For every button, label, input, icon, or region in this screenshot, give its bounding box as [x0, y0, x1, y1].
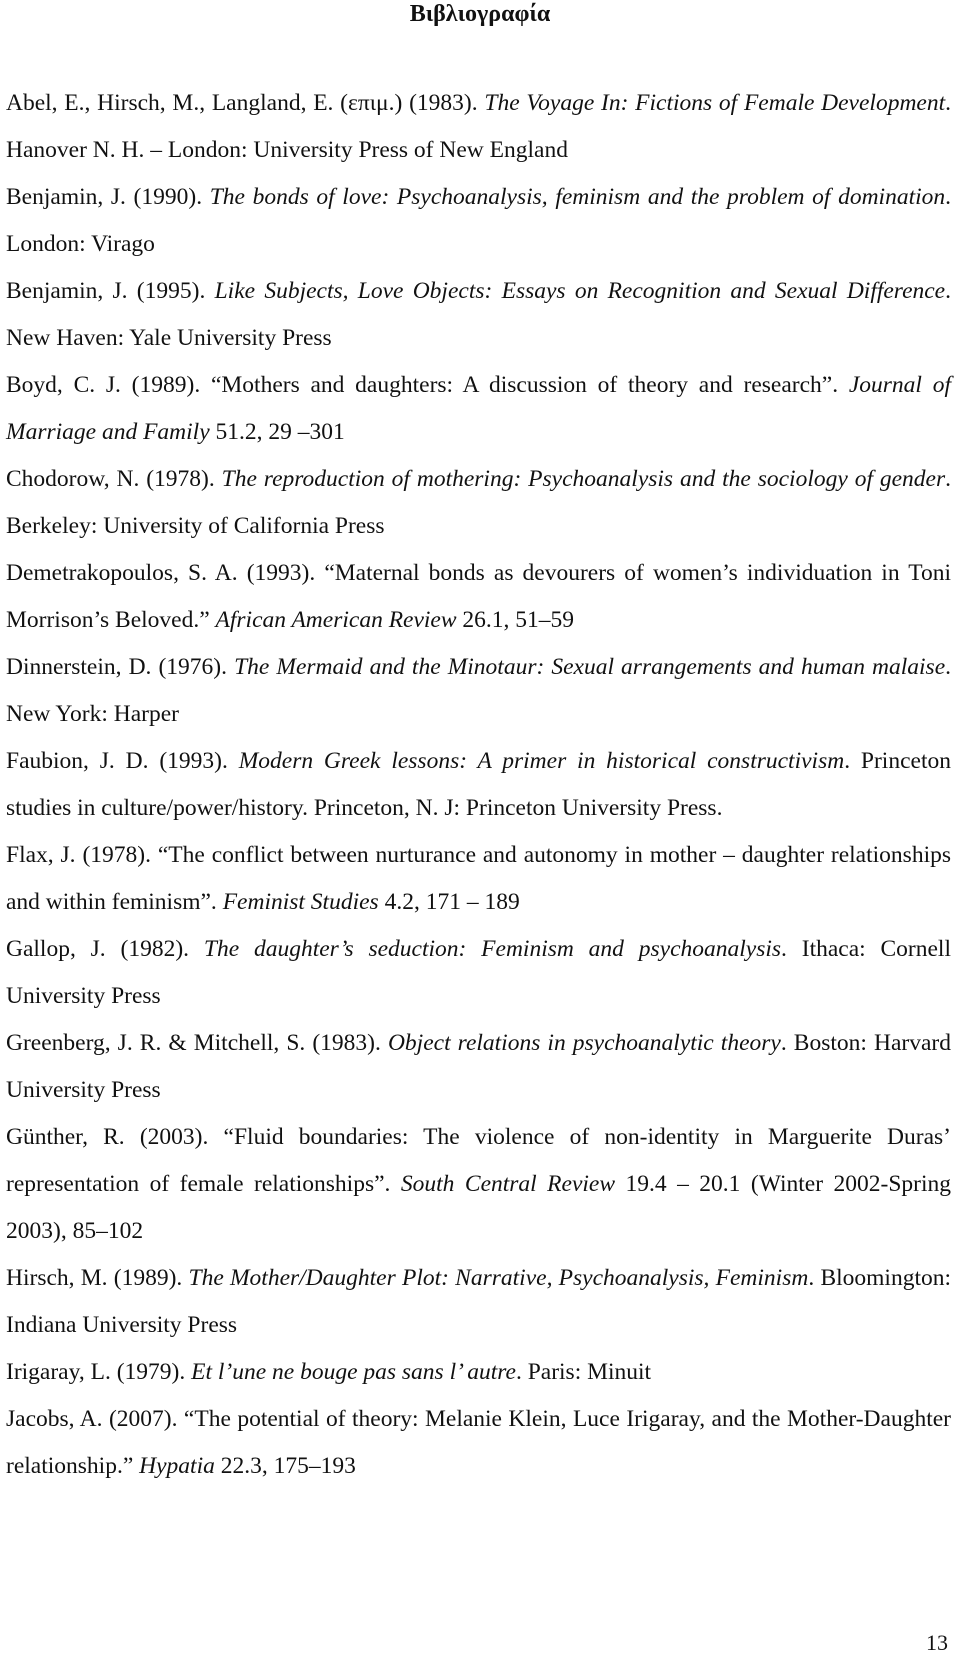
- reference-entry: [6, 644, 951, 738]
- page-number: 13: [926, 1630, 948, 1655]
- reference-text: Gallop, J. (1982).: [6, 936, 204, 962]
- reference-entry: [6, 832, 951, 926]
- reference-text: Benjamin, J. (1995).: [6, 278, 215, 304]
- reference-title: Modern Greek lessons: A primer in historical constructivism: [238, 748, 845, 774]
- page-title: Βιβλιογραφία: [409, 1, 551, 27]
- reference-text: Dinnerstein, D. (1976).: [6, 654, 235, 680]
- reference-entry: [6, 550, 951, 644]
- reference-text: Hirsch, M. (1989).: [6, 1265, 189, 1291]
- reference-entry: [6, 1349, 951, 1396]
- reference-text: 51.2, 29 –301: [209, 419, 345, 445]
- reference-text: . New Haven: Yale University Press: [6, 278, 951, 351]
- reference-text: Benjamin, J. (1990).: [6, 184, 210, 210]
- reference-entry: [6, 80, 951, 174]
- reference-text: Boyd, C. J. (1989). “Mothers and daughters: A discussion of theory and research”.: [6, 372, 849, 398]
- reference-title: The bonds of love: Psychoanalysis, feminism and the problem of domination: [209, 184, 946, 210]
- reference-text: 19.4 – 20.1 (Winter 2002-Spring 2003), 85–102: [6, 1171, 951, 1244]
- reference-text: 26.1, 51–59: [456, 607, 575, 633]
- reference-text: 4.2, 171 – 189: [378, 889, 520, 915]
- reference-entry: [6, 268, 951, 362]
- reference-title: South Central Review: [400, 1171, 616, 1197]
- reference-title: The daughter’s seduction: Feminism and psychoanalysis: [203, 936, 782, 962]
- reference-text: . Princeton studies in culture/power/history. Princeton, N. J: Princeton University Press.: [6, 748, 951, 821]
- reference-text: . Boston: Harvard University Press: [6, 1030, 951, 1103]
- reference-text: Günther, R. (2003). “Fluid boundaries: The violence of non-identity in Marguerite Duras’ representation of female relationships”.: [6, 1124, 951, 1197]
- bibliography-list: [6, 80, 951, 1490]
- reference-title: The Mermaid and the Minotaur: Sexual arrangements and human malaise: [234, 654, 946, 680]
- reference-entry: [6, 926, 951, 1020]
- reference-title: The Mother/Daughter Plot: Narrative, Psychoanalysis, Feminism: [188, 1265, 809, 1291]
- reference-text: Abel, E., Hirsch, M., Langland, E. (επιμ.) (1983).: [6, 90, 485, 116]
- reference-text: Jacobs, A. (2007). “The potential of theory: Melanie Klein, Luce Irigaray, and the Mother-Daughter relationship.”: [6, 1406, 951, 1479]
- reference-title: The Voyage In: Fictions of Female Development: [484, 90, 946, 116]
- reference-text: . Ithaca: Cornell University Press: [6, 936, 951, 1009]
- reference-text: Demetrakopoulos, S. A. (1993). “Maternal bonds as devourers of women’s individuation in Toni Morrison’s Beloved.”: [6, 560, 951, 633]
- reference-text: Greenberg, J. R. & Mitchell, S. (1983).: [6, 1030, 388, 1056]
- reference-text: . Paris: Minuit: [515, 1359, 652, 1385]
- reference-title: Feminist Studies: [222, 889, 379, 915]
- reference-entry: [6, 362, 951, 456]
- reference-text: . Bloomington: Indiana University Press: [6, 1265, 952, 1338]
- reference-entry: [6, 1020, 951, 1114]
- reference-entry: [6, 174, 951, 268]
- reference-title: Like Subjects, Love Objects: Essays on Recognition and Sexual Difference: [214, 278, 946, 304]
- reference-text: . New York: Harper: [6, 654, 951, 727]
- reference-title: Journal of Marriage and Family: [6, 372, 951, 445]
- reference-title: Object relations in psychoanalytic theory: [387, 1030, 781, 1056]
- reference-title: African American Review: [215, 607, 457, 633]
- reference-title: Et l’une ne bouge pas sans l’ autre: [191, 1359, 516, 1385]
- reference-text: Irigaray, L. (1979).: [6, 1359, 192, 1385]
- reference-entry: [6, 1396, 951, 1490]
- reference-entry: [6, 738, 951, 832]
- reference-text: Faubion, J. D. (1993).: [6, 748, 239, 774]
- reference-text: Flax, J. (1978). “The conflict between nurturance and autonomy in mother – daughter relationships and within feminism”.: [6, 842, 951, 915]
- reference-entry: [6, 456, 951, 550]
- reference-text: 22.3, 175–193: [214, 1453, 356, 1479]
- reference-title: Hypatia: [139, 1453, 215, 1479]
- reference-title: The reproduction of mothering: Psychoanalysis and the sociology of gender: [221, 466, 946, 492]
- reference-text: . Berkeley: University of California Press: [6, 466, 952, 539]
- reference-text: . London: Virago: [6, 184, 951, 257]
- reference-text: Chodorow, N. (1978).: [6, 466, 222, 492]
- reference-entry: [6, 1255, 951, 1349]
- reference-text: . Hanover N. H. – London: University Press of New England: [6, 90, 952, 163]
- reference-entry: [6, 1114, 951, 1255]
